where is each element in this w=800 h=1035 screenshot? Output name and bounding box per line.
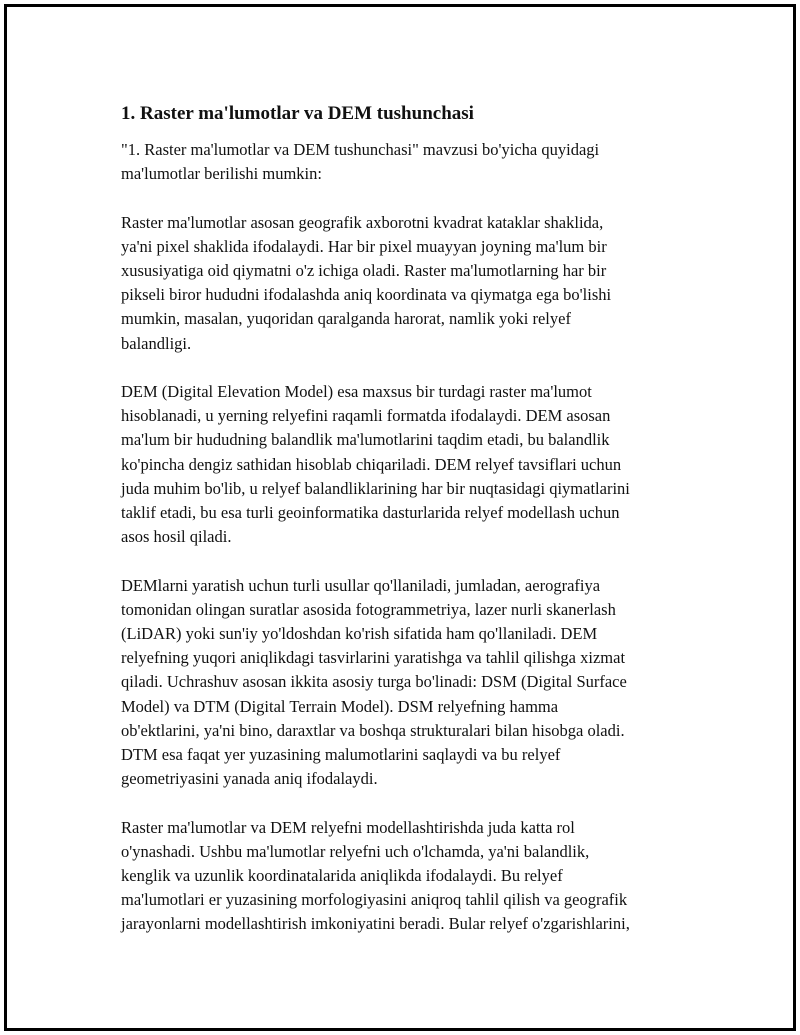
paragraph-dem-methods xyxy=(121,574,693,792)
text-line: Model) va DTM (Digital Terrain Model). DSM relyefning hamma xyxy=(121,696,559,716)
page-frame xyxy=(4,4,796,1031)
text-line: DEMlarni yaratish uchun turli usullar qo'llaniladi, jumladan, aerografiya xyxy=(121,575,601,595)
text-line: xususiyatiga oid qiymatni o'z ichiga oladi. Raster ma'lumotlarning har bir xyxy=(121,261,607,280)
text-line: mumkin, masalan, yuqoridan qaralganda harorat, namlik yoki relyef xyxy=(121,309,571,329)
text-line: balandligi. xyxy=(121,333,192,353)
document-title: 1. Raster ma'lumotlar va DEM tushunchasi xyxy=(121,103,474,124)
text-line: ma'lumotlar berilishi mumkin: xyxy=(121,164,322,184)
text-line: ma'lum bir hududning balandlik ma'lumotlarini taqdim etadi, bu balandlik xyxy=(121,430,610,450)
paragraph-intro xyxy=(121,138,693,186)
paragraph-dem xyxy=(121,380,693,549)
text-line: qiladi. Uchrashuv asosan ikkita asosiy turga bo'linadi: DSM (Digital Surface xyxy=(121,672,627,692)
text-line: DTM esa faqat yer yuzasining malumotlarini saqlaydi va bu relyef xyxy=(121,745,561,765)
paragraph-modelling xyxy=(121,816,693,937)
text-line: jarayonlarni modellashtirish imkoniyatini beradi. Bular relyef o'zgarishlarini, xyxy=(121,914,630,934)
text-line: kenglik va uzunlik koordinatalarida aniqlikda ifodalaydi. Bu relyef xyxy=(121,866,563,886)
paragraph-raster xyxy=(121,211,693,356)
text-line: taklif etadi, bu esa turli geoinformatika dasturlarida relyef modellash uchun xyxy=(121,503,620,523)
text-line: DEM (Digital Elevation Model) esa maxsus bir turdagi raster ma'lumot xyxy=(121,382,592,401)
text-line: tomonidan olingan suratlar asosida fotogrammetriya, lazer nurli skanerlash xyxy=(121,599,616,619)
text-line: ob'ektlarini, ya'ni bino, daraxtlar va boshqa strukturalari bilan hisobga oladi. xyxy=(121,720,625,740)
text-line: ma'lumotlari er yuzasining morfologiyasini aniqroq tahlil qilish va geografik xyxy=(121,890,628,910)
text-line: hisoblanadi, u yerning relyefini raqamli formatda ifodalaydi. DEM asosan xyxy=(121,406,611,426)
text-line: ya'ni pixel shaklida ifodalaydi. Har bir pixel muayyan joyning ma'lum bir xyxy=(121,236,607,256)
text-line: ko'pincha dengiz sathidan hisoblab chiqariladi. DEM relyef tavsiflari uchun xyxy=(121,454,622,474)
document-body xyxy=(121,102,693,961)
text-line: (LiDAR) yoki sun'iy yo'ldoshdan ko'rish sifatida ham qo'llaniladi. DEM xyxy=(121,624,598,644)
text-line: Raster ma'lumotlar va DEM relyefni modellashtirishda juda katta rol xyxy=(121,817,575,837)
text-line: geometriyasini yanada aniq ifodalaydi. xyxy=(121,769,378,789)
text-line: asos hosil qiladi. xyxy=(121,527,232,547)
text-line: relyefning yuqori aniqlikdagi tasvirlarini yaratishga va tahlil qilishga xizmat xyxy=(121,648,626,668)
text-line: pikseli biror hududni ifodalashda aniq koordinata va qiymatga ega bo'lishi xyxy=(121,285,612,305)
text-line: juda muhim bo'lib, u relyef balandliklarining har bir nuqtasidagi qiymatlarini xyxy=(121,478,630,498)
text-line: Raster ma'lumotlar asosan geografik axborotni kvadrat kataklar shaklida, xyxy=(121,212,604,232)
text-line: o'ynashadi. Ushbu ma'lumotlar relyefni uch o'lchamda, ya'ni balandlik, xyxy=(121,841,590,861)
text-line: "1. Raster ma'lumotlar va DEM tushunchasi" mavzusi bo'yicha quyidagi xyxy=(121,140,600,159)
